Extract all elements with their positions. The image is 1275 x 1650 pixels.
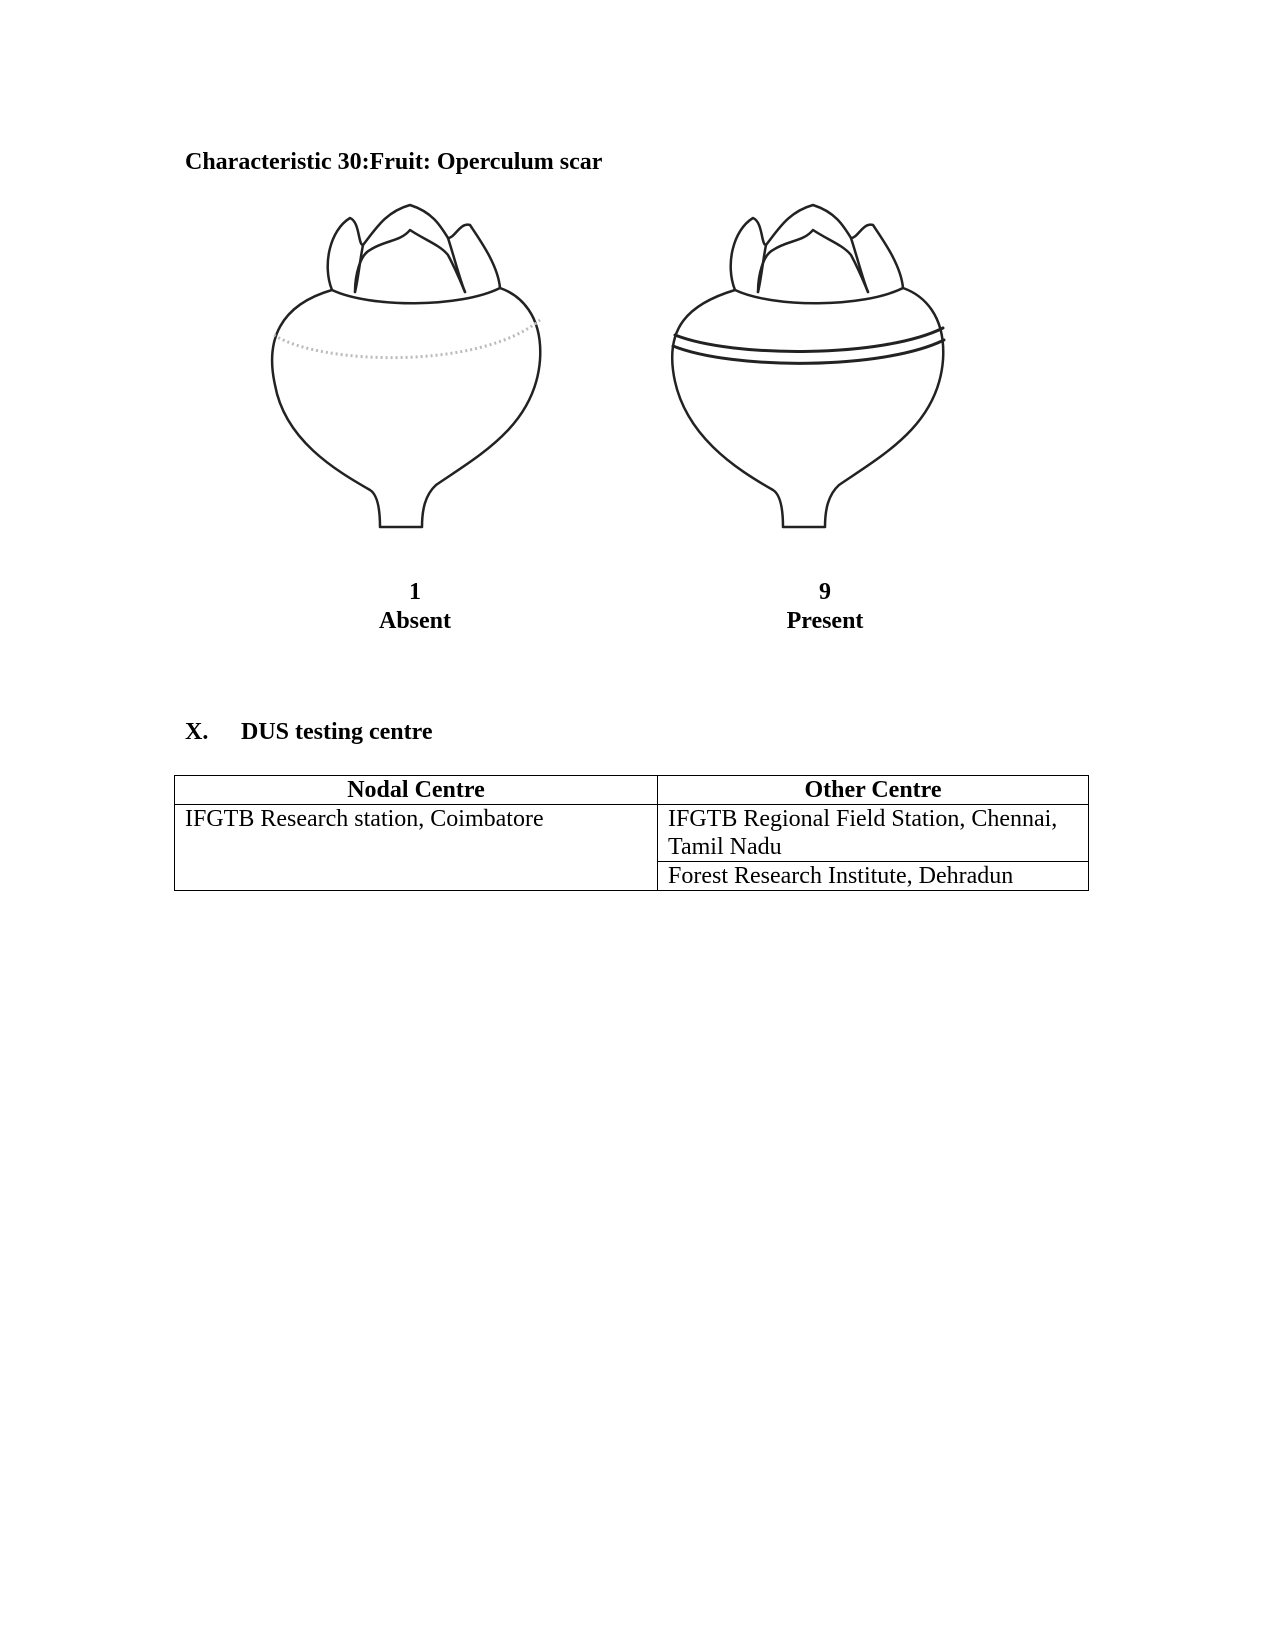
other-centre-cell-1: IFGTB Regional Field Station, Chennai, Tamil Nadu (658, 805, 1089, 862)
caption-absent-label: Absent (378, 608, 451, 634)
caption-absent-code: 1 (409, 579, 421, 605)
nodal-centre-cell: IFGTB Research station, Coimbatore (175, 805, 658, 891)
caption-absent (305, 578, 525, 636)
caption-present-label: Present (786, 608, 864, 634)
fruit-illustration-absent (260, 200, 580, 560)
header-nodal-centre: Nodal Centre (175, 776, 658, 805)
section-number: X. (185, 719, 209, 745)
testing-centres-table (174, 775, 1089, 891)
caption-present (715, 578, 935, 636)
section-title: DUS testing centre (241, 719, 433, 745)
other-centre-cell-2: Forest Research Institute, Dehradun (658, 862, 1089, 891)
table-row (175, 805, 1089, 862)
section-heading (185, 718, 433, 746)
fruit-illustration-present (663, 200, 983, 560)
page-heading: Characteristic 30:Fruit: Operculum scar (185, 149, 603, 175)
header-other-centre: Other Centre (658, 776, 1089, 805)
caption-present-code: 9 (819, 579, 831, 605)
table-header-row (175, 776, 1089, 805)
